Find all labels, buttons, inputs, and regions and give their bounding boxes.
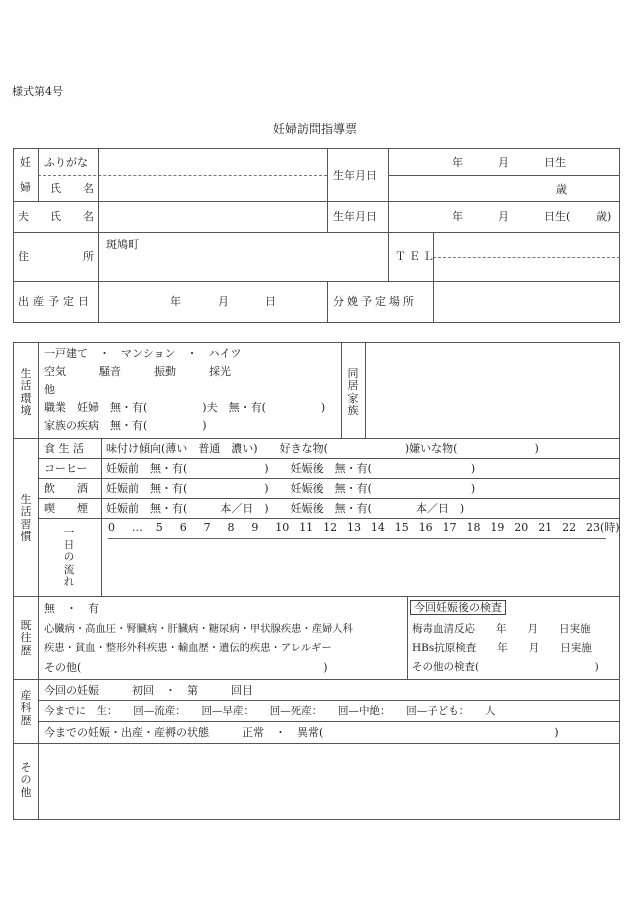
address-value[interactable]: 斑鳩町 [106, 238, 139, 251]
husband-label-2: 氏 [50, 210, 61, 223]
timeline-tick-label: 11 [299, 521, 314, 534]
dob-day: 日生 [544, 156, 566, 169]
page-title: 妊婦訪問指導票 [272, 122, 357, 136]
history-label: 既往歴 [20, 619, 32, 657]
obstetric-label: 産科歴 [20, 689, 32, 727]
form-number: 様式第4号 [12, 85, 63, 98]
pregnant-label-1: 妊 [20, 156, 31, 169]
timeline-tick-label: 17 [442, 521, 457, 534]
timeline-tick-label: 23(時) [586, 521, 620, 534]
due-year: 年 [170, 295, 181, 308]
history-other[interactable]: その他( ) [44, 661, 328, 674]
husband-age-unit: 歳) [596, 210, 612, 223]
timeline-tick-label: 20 [514, 521, 529, 534]
exam-other[interactable]: その他の検査( ) [412, 661, 599, 673]
obstetric-counts[interactable]: 今までに 生： 回—流産： 回—早産： 回—死産： 回—中絶： 回—子ども： 人 [44, 705, 496, 717]
history-none-have[interactable]: 無 ・ 有 [44, 602, 99, 615]
day-flow-field[interactable] [104, 542, 616, 594]
other-label: その他 [20, 761, 32, 799]
timeline-tick-label: 21 [538, 521, 553, 534]
timeline-tick-label: 7 [203, 521, 211, 534]
husband-name-field[interactable] [100, 203, 325, 230]
timeline-tick-label: 19 [490, 521, 505, 534]
lifestyle-row-smoking[interactable]: 妊娠前 無・有( 本／日 ) 妊娠後 無・有( 本／日 ) [106, 502, 465, 515]
furigana-label: ふりがな [44, 156, 88, 169]
birth-place-field[interactable] [436, 284, 618, 321]
due-day: 日 [265, 295, 276, 308]
occupation-row[interactable]: 職業 妊婦 無・有( )夫 無・有( ) [44, 401, 326, 414]
cohabiting-field[interactable] [368, 345, 618, 435]
lifestyle-row-label-diet: 食 生 活 [44, 442, 84, 455]
timeline-tick-label: 14 [370, 521, 385, 534]
exam-hbs[interactable]: HBs抗原検査 年 月 日実施 [412, 642, 592, 654]
timeline-tick-label: 16 [418, 521, 433, 534]
lifestyle-row-alcohol[interactable]: 妊娠前 無・有( ) 妊娠後 無・有( ) [106, 482, 476, 495]
husband-label-3: 名 [83, 210, 94, 223]
history-list-1[interactable]: 心臓病・高血圧・腎臓病・肝臓病・糖尿病・甲状腺疾患・産婦人科 [44, 623, 353, 635]
timeline-tick-label: 10 [275, 521, 290, 534]
obstetric-status[interactable]: 今までの妊娠・出産・産褥の状態 正常 ・ 異常( ) [44, 726, 559, 739]
timeline-tick-label: 12 [323, 521, 338, 534]
timeline-tick-label: 8 [227, 521, 235, 534]
other-notes-field[interactable] [42, 746, 617, 817]
timeline-tick-label: 15 [394, 521, 409, 534]
name-label-1: 氏 [50, 182, 61, 195]
dob-label: 生年月日 [333, 169, 377, 182]
lifestyle-row-coffee[interactable]: 妊娠前 無・有( ) 妊娠後 無・有( ) [106, 462, 476, 475]
husband-dob-month: 月 [498, 210, 509, 223]
dob-month: 月 [498, 156, 509, 169]
timeline-tick-label: 22 [562, 521, 577, 534]
day-flow-label: 一日の流れ [63, 527, 75, 588]
timeline-tick-label: 0 [108, 521, 115, 534]
exam-syphilis[interactable]: 梅毒血清反応 年 月 日実施 [412, 623, 591, 635]
obstetric-current[interactable]: 今回の妊娠 初回 ・ 第 回目 [44, 684, 253, 697]
family-disease-row[interactable]: 家族の疾病 無・有( ) [44, 419, 207, 432]
timeline-tick-label: 9 [251, 521, 259, 534]
timeline-tick-label: 13 [347, 521, 361, 534]
day-timeline [108, 521, 620, 542]
name-label-2: 名 [83, 182, 94, 195]
lifestyle-row-label-alcohol: 飲 酒 [44, 482, 88, 495]
husband-dob-day: 日生( [544, 210, 571, 223]
due-date-label: 出産予定日 [18, 295, 93, 308]
housing-options[interactable]: 一戸建て ・ マンション ・ ハイツ [44, 347, 242, 360]
lifestyle-row-label-coffee: コーヒー [44, 462, 88, 475]
environment-other: 他 [44, 383, 55, 396]
lifestyle-row-diet[interactable]: 味付け傾向(薄い 普通 濃い) 好きな物( )嫌いな物( ) [106, 442, 539, 455]
history-list-2[interactable]: 疾患・貧血・整形外科疾患・輸血歴・遺伝的疾患・アレルギー [44, 642, 332, 654]
timeline-tick-label: 5 [155, 521, 163, 534]
husband-dob-year: 年 [452, 210, 463, 223]
address-label-1: 住 [18, 250, 29, 263]
exam-title: 今回妊娠後の検査 [410, 600, 506, 615]
age-unit: 歳 [556, 183, 567, 196]
cohabiting-label: 同居家族 [347, 367, 359, 417]
husband-label-1: 夫 [18, 210, 29, 223]
timeline-tick-label: … [131, 521, 143, 534]
due-month: 月 [218, 295, 229, 308]
tel-field[interactable] [436, 235, 618, 279]
environment-options[interactable]: 空気 騒音 振動 採光 [44, 365, 231, 378]
birth-place-label: 分娩予定場所 [333, 295, 417, 308]
timeline-tick-label: 18 [466, 521, 481, 534]
living-env-label: 生活環境 [20, 367, 32, 417]
timeline-tick-label: 6 [179, 521, 187, 534]
lifestyle-row-label-smoking: 喫 煙 [44, 502, 88, 515]
pregnant-label-2: 婦 [20, 181, 31, 194]
address-label-2: 所 [83, 250, 94, 263]
dob-year: 年 [452, 156, 463, 169]
lifestyle-label: 生活習慣 [20, 493, 32, 543]
name-field[interactable] [100, 177, 325, 200]
husband-dob-label: 生年月日 [333, 210, 377, 223]
tel-label: ＴＥＬ [395, 250, 437, 263]
furigana-field[interactable] [100, 150, 325, 174]
